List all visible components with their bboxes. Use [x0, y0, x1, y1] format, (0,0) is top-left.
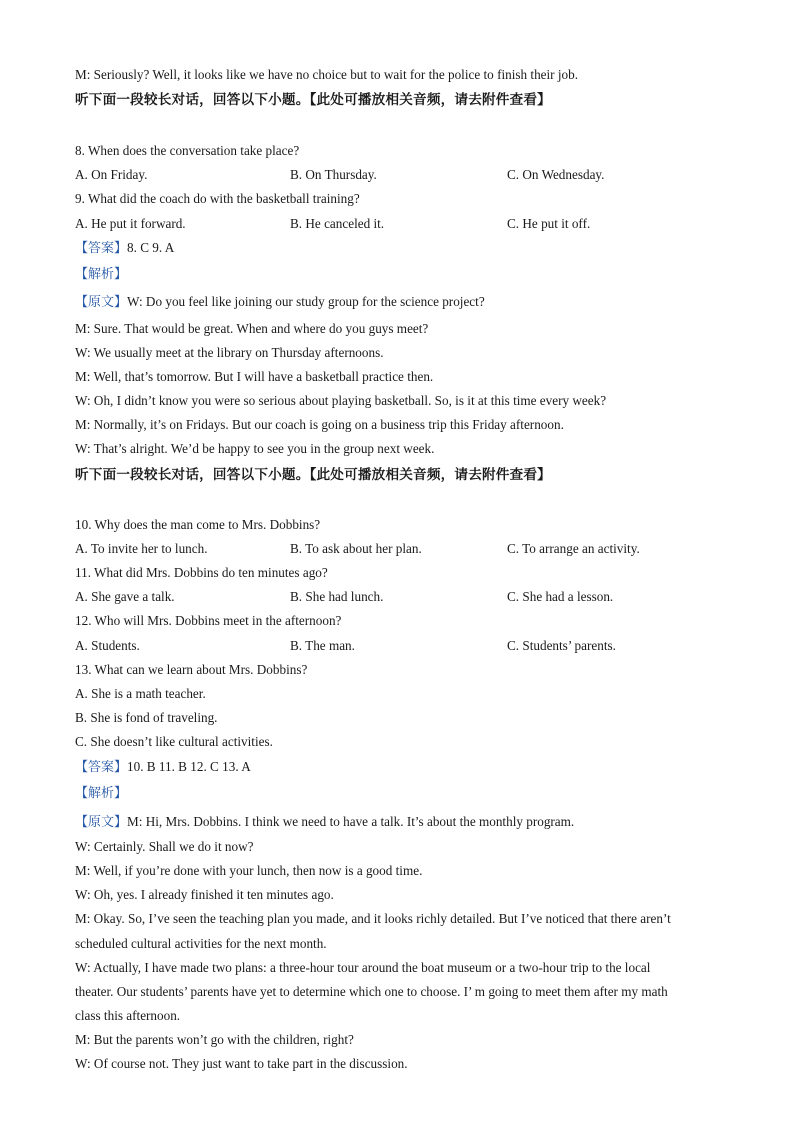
dialogue-line: M: Sure. That would be great. When and where do you guys meet? [75, 321, 429, 336]
option-12a: A. Students. [75, 638, 140, 653]
transcript-first-line: W: Do you feel like joining our study group for the science project? [127, 294, 485, 309]
option-9c: C. He put it off. [507, 216, 591, 231]
question-10: 10. Why does the man come to Mrs. Dobbins? [75, 517, 321, 532]
option-12c: C. Students’ parents. [507, 638, 616, 653]
answer-value: 8. C 9. A [127, 240, 175, 255]
transcript-first-line: M: Hi, Mrs. Dobbins. I think we need to have a talk. It’s about the monthly program. [127, 814, 575, 829]
question-8: 8. When does the conversation take place? [75, 143, 300, 158]
dialogue-line: W: Actually, I have made two plans: a three-hour tour around the boat museum or a two-hour trip to the local [75, 960, 651, 975]
option-11b: B. She had lunch. [290, 589, 384, 604]
dialogue-line: W: Certainly. Shall we do it now? [75, 839, 254, 854]
transcript-row-2 [75, 813, 574, 832]
option-11c: C. She had a lesson. [507, 589, 614, 604]
dialogue-line: class this afternoon. [75, 1008, 181, 1023]
option-10b: B. To ask about her plan. [290, 541, 422, 556]
analysis-label: 【解析】 [75, 267, 128, 282]
option-11a: A. She gave a talk. [75, 589, 175, 604]
transcript-label: 【原文】 [75, 295, 128, 310]
answer-row-1 [75, 239, 174, 258]
dialogue-line: M: Well, that’s tomorrow. But I will have a basketball practice then. [75, 369, 434, 384]
option-8b: B. On Thursday. [290, 167, 377, 182]
question-11: 11. What did Mrs. Dobbins do ten minutes ago? [75, 565, 328, 580]
question-9: 9. What did the coach do with the basketball training? [75, 191, 360, 206]
dialogue-line: W: That’s alright. We’d be happy to see you in the group next week. [75, 441, 435, 456]
option-13a: A. She is a math teacher. [75, 686, 206, 701]
dialogue-line: scheduled cultural activities for the next month. [75, 936, 327, 951]
question-13: 13. What can we learn about Mrs. Dobbins? [75, 662, 308, 677]
option-13b: B. She is fond of traveling. [75, 710, 218, 725]
dialogue-line: W: Oh, yes. I already finished it ten minutes ago. [75, 887, 334, 902]
option-10c: C. To arrange an activity. [507, 541, 640, 556]
analysis-label: 【解析】 [75, 786, 128, 801]
dialogue-line: M: Well, if you’re done with your lunch, then now is a good time. [75, 863, 423, 878]
dialogue-line: W: Of course not. They just want to take part in the discussion. [75, 1056, 408, 1071]
section-instruction: 听下面一段较长对话，回答以下小题。【此处可播放相关音频，请去附件查看】 [75, 92, 551, 108]
transcript-row-1 [75, 293, 485, 312]
option-13c: C. She doesn’t like cultural activities. [75, 734, 273, 749]
dialogue-line: W: Oh, I didn’t know you were so serious about playing basketball. So, is it at this time every week? [75, 393, 607, 408]
dialogue-line: M: Okay. So, I’ve seen the teaching plan you made, and it looks richly detailed. But I’ve noticed that there aren’t [75, 911, 671, 926]
answer-row-2 [75, 758, 251, 777]
dialogue-line: W: We usually meet at the library on Thursday afternoons. [75, 345, 384, 360]
answer-label: 【答案】 [75, 241, 128, 256]
answer-label: 【答案】 [75, 760, 128, 775]
option-10a: A. To invite her to lunch. [75, 541, 208, 556]
dialogue-line: theater. Our students’ parents have yet to determine which one to choose. I’ m going to meet them after my math [75, 984, 668, 999]
option-9a: A. He put it forward. [75, 216, 186, 231]
option-12b: B. The man. [290, 638, 355, 653]
section-instruction: 听下面一段较长对话，回答以下小题。【此处可播放相关音频，请去附件查看】 [75, 467, 551, 483]
dialogue-line: M: Normally, it’s on Fridays. But our coach is going on a business trip this Friday afternoon. [75, 417, 564, 432]
option-8a: A. On Friday. [75, 167, 148, 182]
question-12: 12. Who will Mrs. Dobbins meet in the afternoon? [75, 613, 342, 628]
dialogue-line: M: Seriously? Well, it looks like we have no choice but to wait for the police to finish their job. [75, 67, 579, 82]
option-8c: C. On Wednesday. [507, 167, 605, 182]
option-9b: B. He canceled it. [290, 216, 385, 231]
dialogue-line: M: But the parents won’t go with the children, right? [75, 1032, 354, 1047]
answer-value: 10. B 11. B 12. C 13. A [127, 759, 251, 774]
transcript-label: 【原文】 [75, 815, 128, 830]
